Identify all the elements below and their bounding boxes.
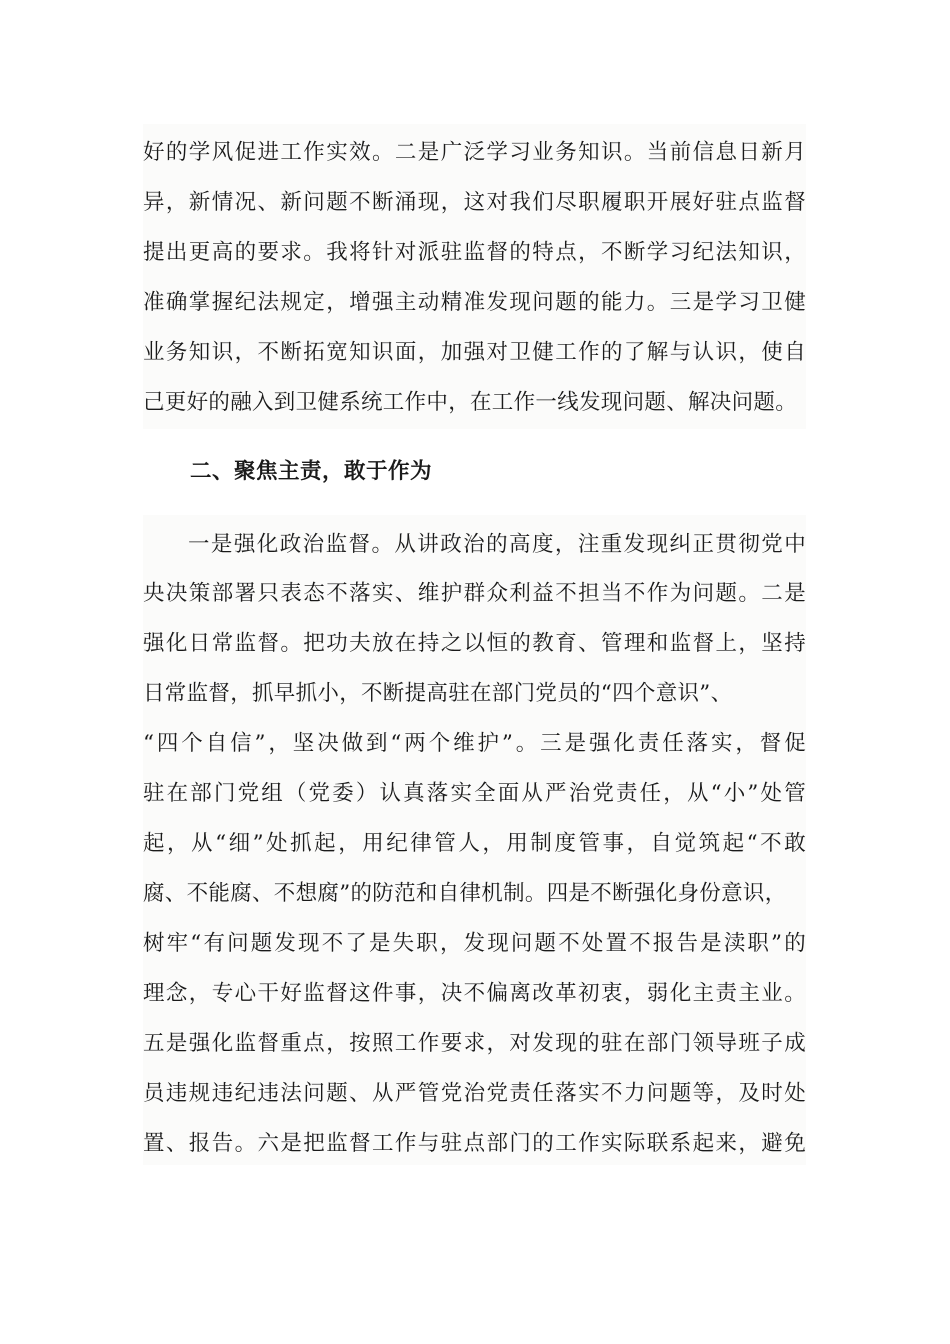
paragraph-line: 日常监督，抓早抓小，不断提高驻在部门党员的“四个意识”、 <box>143 681 733 706</box>
paragraph-line: 准确掌握纪法规定，增强主动精准发现问题的能力。三是学习卫健 <box>143 290 806 315</box>
paragraph-line: 树牢“有问题发现不了是失职，发现问题不处置不报告是渎职”的 <box>143 931 806 956</box>
paragraph-line: 起，从“细”处抓起，用纪律管人，用制度管事，自觉筑起“不敢 <box>143 831 806 856</box>
paragraph-supervision <box>143 515 806 1165</box>
paragraph-line: 员违规违纪违法问题、从严管党治党责任落实不力问题等，及时处 <box>143 1081 806 1106</box>
paragraph-line: 驻在部门党组（党委）认真落实全面从严治党责任，从“小”处管 <box>143 781 806 806</box>
paragraph-line: 提出更高的要求。我将针对派驻监督的特点，不断学习纪法知识， <box>143 240 806 265</box>
paragraph-line: “四个自信”，坚决做到“两个维护”。三是强化责任落实，督促 <box>143 731 806 756</box>
paragraph-line: 己更好的融入到卫健系统工作中，在工作一线发现问题、解决问题。 <box>143 390 798 415</box>
paragraph-line: 异，新情况、新问题不断涌现，这对我们尽职履职开展好驻点监督 <box>143 190 806 215</box>
section-heading: 二、聚焦主责，敢于作为 <box>190 459 433 484</box>
paragraph-line: 央决策部署只表态不落实、维护群众利益不担当不作为问题。二是 <box>143 581 806 606</box>
paragraph-line: 强化日常监督。把功夫放在持之以恒的教育、管理和监督上，坚持 <box>143 631 806 656</box>
paragraph-line: 五是强化监督重点，按照工作要求，对发现的驻在部门领导班子成 <box>143 1031 806 1056</box>
paragraph-line: 一是强化政治监督。从讲政治的高度，注重发现纠正贯彻党中 <box>188 532 806 557</box>
paragraph-line: 理念，专心干好监督这件事，决不偏离改革初衷，弱化主责主业。 <box>143 981 806 1006</box>
paragraph-line: 腐、不能腐、不想腐”的防范和自律机制。四是不断强化身份意识， <box>143 881 787 906</box>
paragraph-line: 置、报告。六是把监督工作与驻点部门的工作实际联系起来，避免 <box>143 1131 806 1156</box>
paragraph-study <box>143 124 806 429</box>
paragraph-line: 好的学风促进工作实效。二是广泛学习业务知识。当前信息日新月 <box>143 140 806 165</box>
paragraph-line: 业务知识，不断拓宽知识面，加强对卫健工作的了解与认识，使自 <box>143 340 806 365</box>
